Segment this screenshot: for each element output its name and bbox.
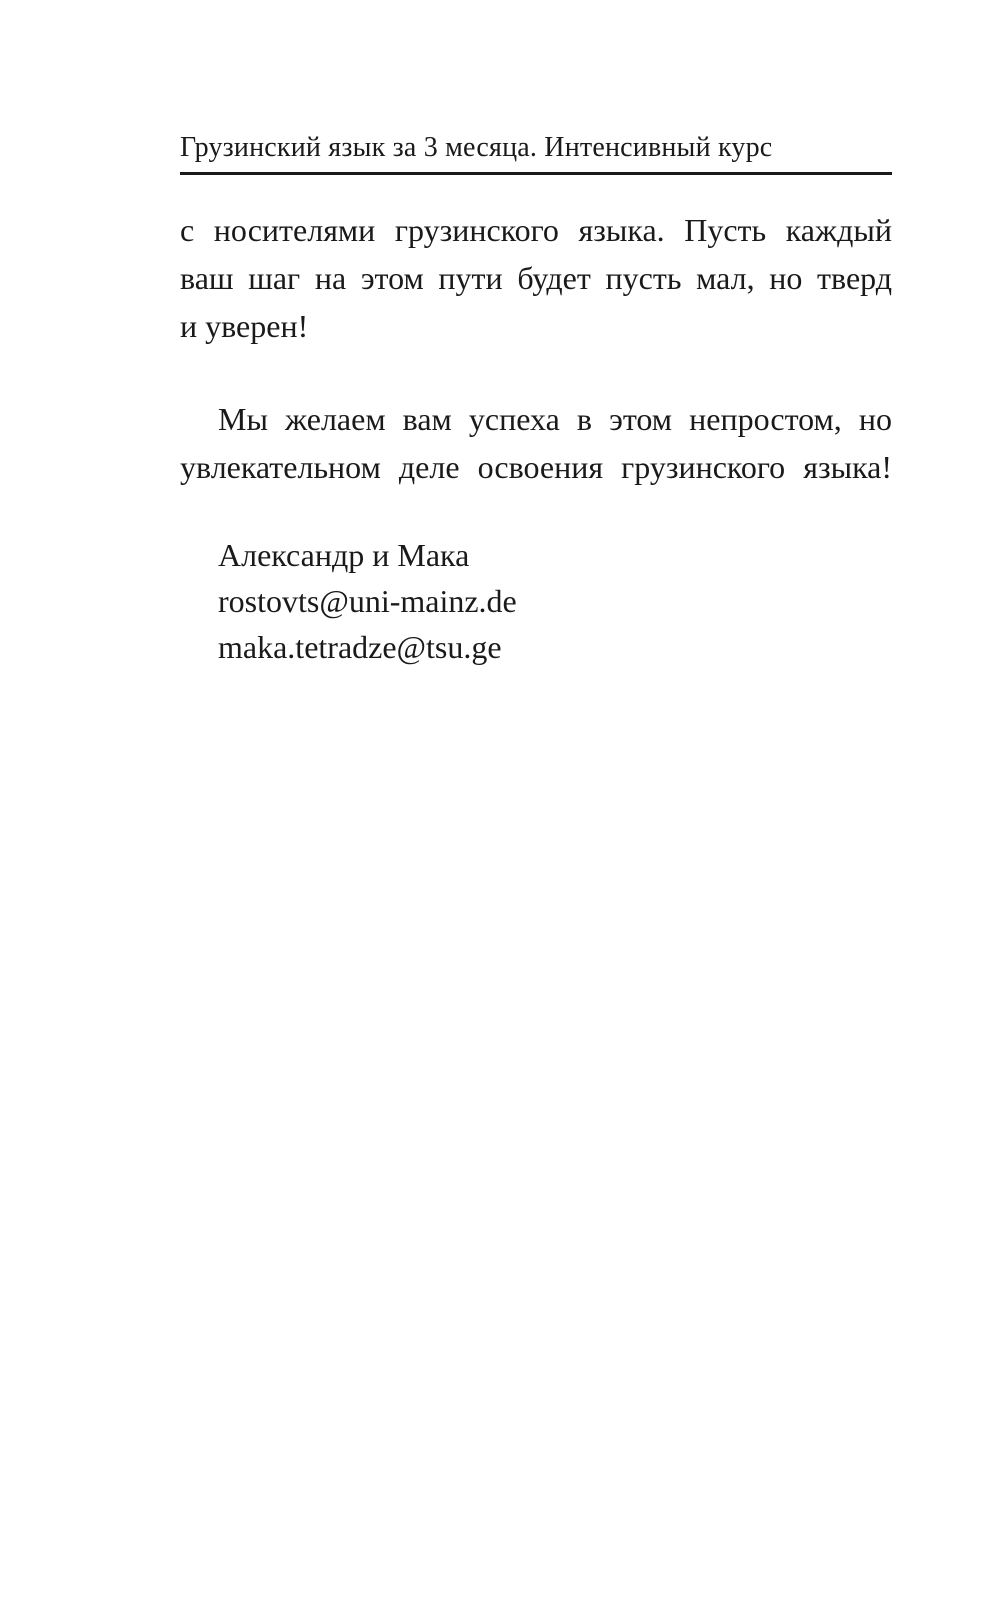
author-names: Александр и Мака	[218, 537, 470, 573]
header-rule	[180, 172, 892, 175]
paragraph-line: с носителями грузинского языка. Пусть каждый	[180, 212, 892, 248]
paragraph-2	[180, 395, 892, 491]
signature-block	[218, 532, 517, 670]
paragraph-line: ваш шаг на этом пути будет пусть мал, но тверд	[180, 260, 892, 296]
email-address: maka.tetradze@tsu.ge	[218, 629, 502, 665]
running-header: Грузинский язык за 3 месяца. Интенсивный курс	[180, 132, 773, 163]
email-address: rostovts@uni-mainz.de	[218, 583, 517, 619]
paragraph-line: увлекательном деле освоения грузинского языка!	[180, 449, 892, 485]
paragraph-1	[180, 206, 892, 350]
paragraph-line: Мы желаем вам успеха в этом непростом, но	[218, 401, 892, 437]
paragraph-line: и уверен!	[180, 308, 309, 344]
